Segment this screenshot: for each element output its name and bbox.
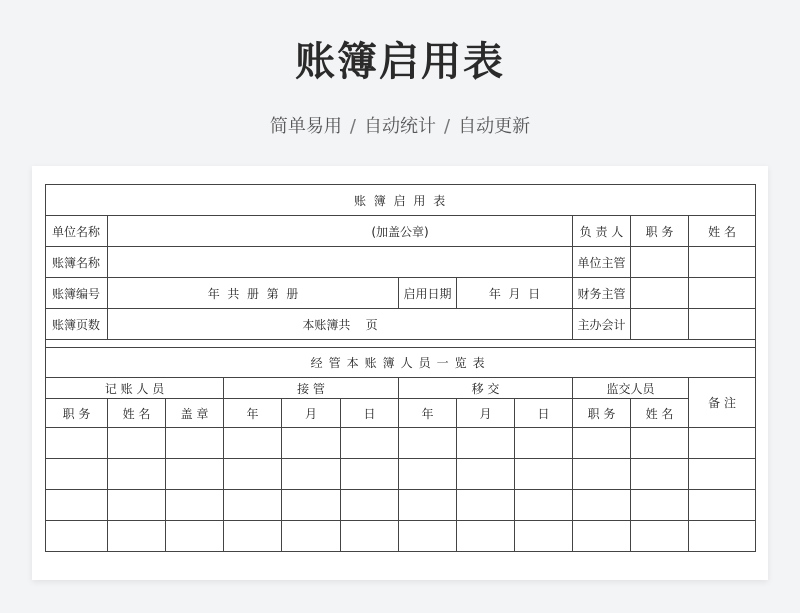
- subtitle-item: 自动统计: [364, 116, 436, 137]
- col-position: 职 务: [46, 399, 108, 428]
- spacer-row: [46, 340, 756, 348]
- cell[interactable]: [631, 521, 689, 552]
- form-title: 账 簿 启 用 表: [46, 185, 756, 216]
- cell[interactable]: [282, 428, 341, 459]
- field-chief-accountant-name[interactable]: [689, 309, 756, 340]
- seal-note: (加盖公章): [371, 224, 429, 239]
- cell[interactable]: [573, 521, 631, 552]
- cell[interactable]: [457, 428, 515, 459]
- field-finance-head-position[interactable]: [631, 278, 689, 309]
- subtitle-item: 自动更新: [458, 116, 531, 137]
- ledger-form-table: [45, 184, 756, 552]
- col-handover-month: 月: [457, 399, 515, 428]
- cell[interactable]: [224, 521, 282, 552]
- field-unit-head-name[interactable]: [689, 247, 756, 278]
- col-handover-day: 日: [515, 399, 573, 428]
- label-page-count: 账簿页数: [46, 309, 108, 340]
- field-finance-head-name[interactable]: [689, 278, 756, 309]
- field-page-count[interactable]: 本账簿共 页: [108, 309, 573, 340]
- cell[interactable]: [46, 428, 108, 459]
- cell[interactable]: [166, 459, 224, 490]
- subtitle-separator: /: [444, 116, 451, 137]
- page-subtitle: [0, 112, 800, 138]
- field-start-date[interactable]: 年 月 日: [457, 278, 573, 309]
- col-name: 姓 名: [108, 399, 166, 428]
- group-bookkeeper: 记 账 人 员: [46, 378, 224, 399]
- cell[interactable]: [399, 521, 457, 552]
- cell[interactable]: [631, 490, 689, 521]
- cell[interactable]: [341, 521, 399, 552]
- cell[interactable]: [341, 428, 399, 459]
- col-takeover-year: 年: [224, 399, 282, 428]
- cell[interactable]: [515, 459, 573, 490]
- label-unit-head: 单位主管: [573, 247, 631, 278]
- cell[interactable]: [573, 428, 631, 459]
- staff-table-title: 经管本账簿人员一览表: [46, 348, 756, 378]
- cell[interactable]: [166, 490, 224, 521]
- label-finance-head: 财务主管: [573, 278, 631, 309]
- form-card: [32, 166, 768, 580]
- cell[interactable]: [108, 521, 166, 552]
- group-supervisor: 监交人员: [573, 378, 689, 399]
- field-book-number[interactable]: 年 共 册 第 册: [108, 278, 399, 309]
- cell[interactable]: [341, 490, 399, 521]
- cell[interactable]: [46, 490, 108, 521]
- col-supervisor-position: 职 务: [573, 399, 631, 428]
- group-remarks: 备 注: [689, 378, 756, 428]
- subtitle-separator: /: [349, 116, 356, 137]
- cell[interactable]: [224, 490, 282, 521]
- cell[interactable]: [46, 459, 108, 490]
- cell[interactable]: [689, 490, 756, 521]
- ledger-sheet: [45, 184, 755, 563]
- label-position: 职 务: [631, 216, 689, 247]
- cell[interactable]: [166, 521, 224, 552]
- cell[interactable]: [457, 490, 515, 521]
- cell[interactable]: [224, 428, 282, 459]
- cell[interactable]: [108, 428, 166, 459]
- cell[interactable]: [573, 459, 631, 490]
- subtitle-item: 简单易用: [269, 116, 342, 137]
- col-supervisor-name: 姓 名: [631, 399, 689, 428]
- table-row: [46, 521, 756, 552]
- group-takeover: 接 管: [224, 378, 399, 399]
- cell[interactable]: [515, 490, 573, 521]
- table-row: [46, 490, 756, 521]
- table-row: [46, 428, 756, 459]
- cell[interactable]: [689, 521, 756, 552]
- group-handover: 移 交: [399, 378, 573, 399]
- label-name: 姓 名: [689, 216, 756, 247]
- field-unit-name[interactable]: [108, 216, 573, 247]
- cell[interactable]: [282, 459, 341, 490]
- cell[interactable]: [573, 490, 631, 521]
- cell[interactable]: [631, 428, 689, 459]
- cell[interactable]: [282, 490, 341, 521]
- label-person-in-charge: 负 责 人: [573, 216, 631, 247]
- cell[interactable]: [631, 459, 689, 490]
- field-unit-head-position[interactable]: [631, 247, 689, 278]
- page-title: 账簿启用表: [295, 39, 505, 85]
- cell[interactable]: [46, 521, 108, 552]
- label-unit-name: 单位名称: [46, 216, 108, 247]
- label-book-number: 账簿编号: [46, 278, 108, 309]
- table-row: [46, 459, 756, 490]
- field-chief-accountant-position[interactable]: [631, 309, 689, 340]
- col-handover-year: 年: [399, 399, 457, 428]
- field-book-name[interactable]: [108, 247, 573, 278]
- cell[interactable]: [108, 459, 166, 490]
- label-start-date: 启用日期: [399, 278, 457, 309]
- cell[interactable]: [515, 521, 573, 552]
- cell[interactable]: [457, 521, 515, 552]
- cell[interactable]: [399, 459, 457, 490]
- cell[interactable]: [399, 490, 457, 521]
- cell[interactable]: [689, 428, 756, 459]
- cell[interactable]: [399, 428, 457, 459]
- cell[interactable]: [457, 459, 515, 490]
- col-seal: 盖 章: [166, 399, 224, 428]
- cell[interactable]: [166, 428, 224, 459]
- cell[interactable]: [224, 459, 282, 490]
- cell[interactable]: [689, 459, 756, 490]
- col-takeover-month: 月: [282, 399, 341, 428]
- cell[interactable]: [282, 521, 341, 552]
- col-takeover-day: 日: [341, 399, 399, 428]
- cell[interactable]: [515, 428, 573, 459]
- cell[interactable]: [108, 490, 166, 521]
- label-book-name: 账簿名称: [46, 247, 108, 278]
- label-chief-accountant: 主办会计: [573, 309, 631, 340]
- cell[interactable]: [341, 459, 399, 490]
